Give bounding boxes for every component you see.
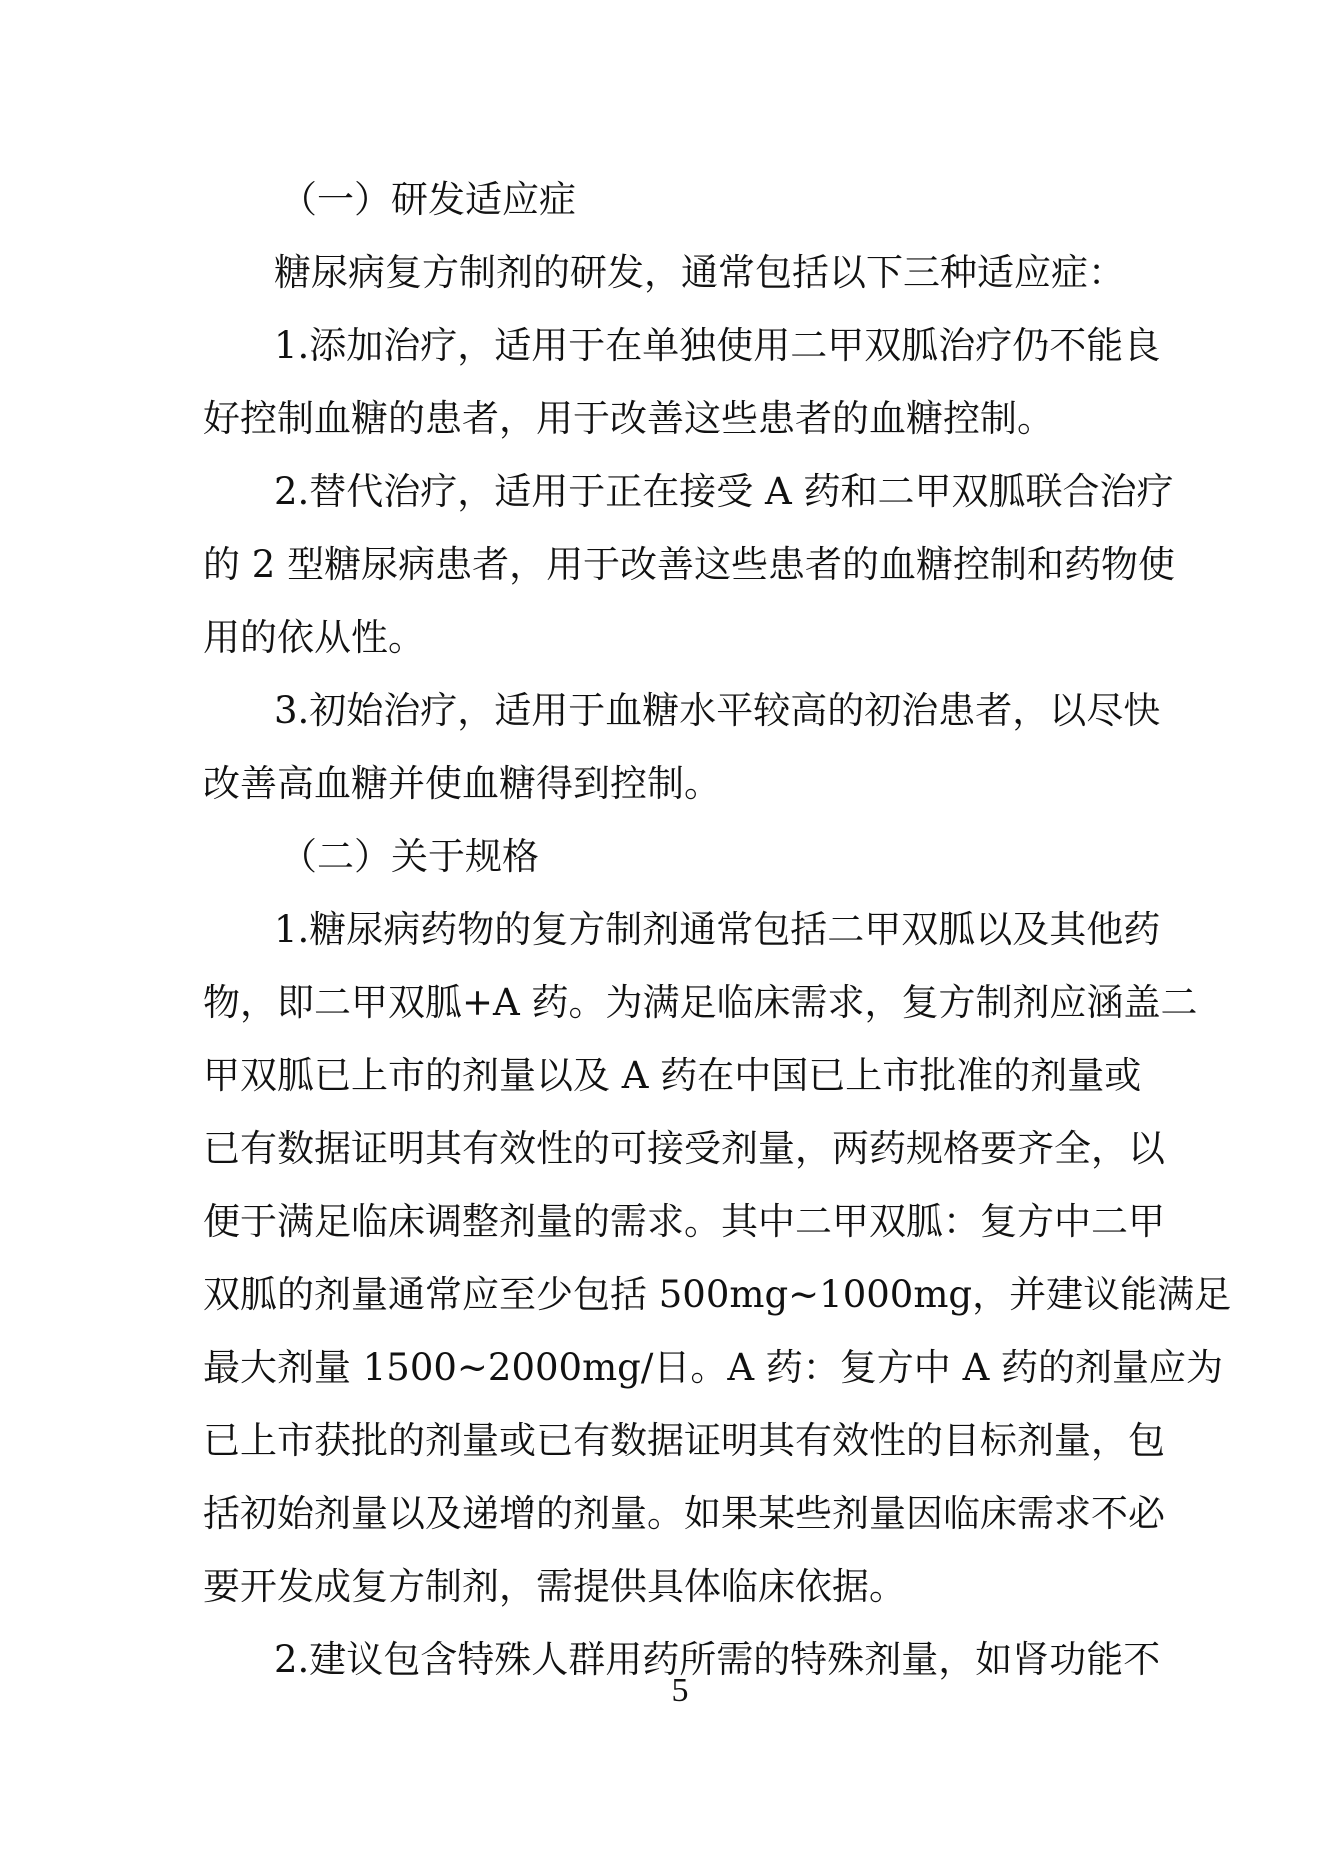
paragraph-spec-1-line-1: 1.糖尿病药物的复方制剂通常包括二甲双胍以及其他药 [274, 908, 1161, 951]
section-heading-specifications: （二）关于规格 [280, 835, 539, 878]
paragraph-spec-1-line-6: 双胍的剂量通常应至少包括 500mg~1000mg，并建议能满足 [203, 1273, 1232, 1316]
paragraph-add-on-line-2: 好控制血糖的患者，用于改善这些患者的血糖控制。 [203, 397, 1054, 440]
paragraph-substitution-line-2: 的 2 型糖尿病患者，用于改善这些患者的血糖控制和药物使 [203, 543, 1176, 586]
paragraph-add-on-line-1: 1.添加治疗，适用于在单独使用二甲双胍治疗仍不能良 [274, 324, 1161, 367]
paragraph-spec-1-line-7: 最大剂量 1500~2000mg/日。A 药：复方中 A 药的剂量应为 [203, 1346, 1224, 1389]
paragraph-spec-1-line-8: 已上市获批的剂量或已有数据证明其有效性的目标剂量，包 [203, 1419, 1165, 1462]
paragraph-spec-1-line-9: 括初始剂量以及递增的剂量。如果某些剂量因临床需求不必 [203, 1492, 1165, 1535]
paragraph-substitution-line-1: 2.替代治疗，适用于正在接受 A 药和二甲双胍联合治疗 [274, 470, 1174, 513]
paragraph-spec-2-line-1: 2.建议包含特殊人群用药所需的特殊剂量，如肾功能不 [274, 1638, 1161, 1681]
paragraph-initial-line-1: 3.初始治疗，适用于血糖水平较高的初治患者，以尽快 [274, 689, 1161, 732]
paragraph-spec-1-line-2: 物，即二甲双胍+A 药。为满足临床需求，复方制剂应涵盖二 [203, 981, 1198, 1024]
paragraph-intro-line: 糖尿病复方制剂的研发，通常包括以下三种适应症： [274, 251, 1125, 294]
paragraph-substitution-line-3: 用的依从性。 [203, 616, 425, 659]
paragraph-spec-1-line-10: 要开发成复方制剂，需提供具体临床依据。 [203, 1565, 906, 1608]
section-heading-indications: （一）研发适应症 [280, 178, 576, 221]
page-number: 5 [671, 1672, 689, 1709]
paragraph-spec-1-line-5: 便于满足临床调整剂量的需求。其中二甲双胍：复方中二甲 [203, 1200, 1165, 1243]
paragraph-spec-1-line-4: 已有数据证明其有效性的可接受剂量，两药规格要齐全，以 [203, 1127, 1165, 1170]
paragraph-spec-1-line-3: 甲双胍已上市的剂量以及 A 药在中国已上市批准的剂量或 [203, 1054, 1142, 1097]
paragraph-initial-line-2: 改善高血糖并使血糖得到控制。 [203, 762, 721, 805]
